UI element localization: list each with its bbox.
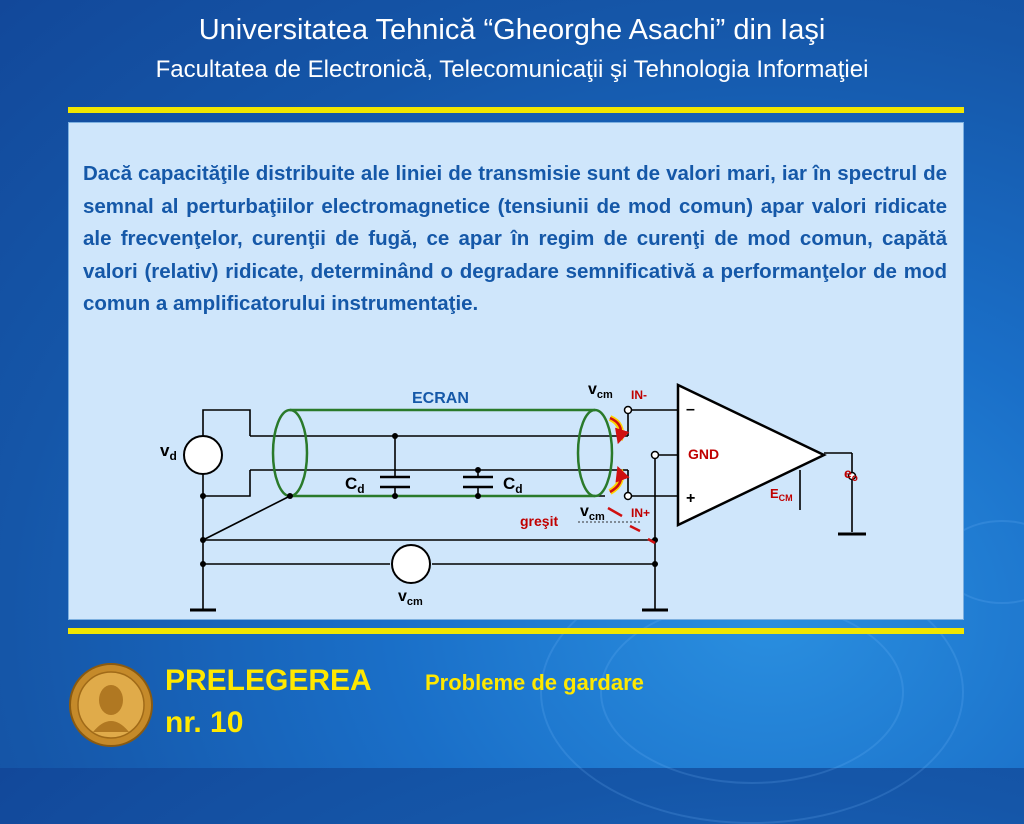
cd-right-label: $C_d$ (503, 474, 523, 496)
wire (203, 496, 290, 540)
body-paragraph: Dacă capacităţile distribuite ale liniei de transmisie sunt de valori mari, iar în spectrul de semnal al perturbaţiilor electromagnetice (tensiunii de mod comun) apar valori ridicate ale frecvenţelor, curenţii de fugă, ce apar în regim de curenţi de mod comun, capătă valori (relativ) ridicate, determinând o degradare semnificativă a performanţelor de mod comun a amplificatorului instrumentaţie. (83, 162, 947, 315)
in-plus-label: IN+ (631, 506, 651, 520)
gnd-label: GND (688, 446, 720, 462)
inverting-input-sign: – (686, 401, 695, 418)
cable-shield (273, 410, 612, 496)
vcm-source-label: $v_{cm}$ (398, 588, 423, 608)
in-minus-label: IN- (631, 388, 647, 402)
lecture-label: PRELEGEREA (165, 664, 372, 697)
vcm-bottom-label: $v_{cm}$ (580, 503, 605, 523)
university-title: Universitatea Tehnică “Gheorghe Asachi” din Iaşi (198, 14, 826, 46)
vd-label: $v_d$ (160, 441, 177, 463)
eo-label: $e_o$ (844, 465, 858, 484)
university-medal-logo (68, 662, 154, 748)
lecture-number: nr. 10 (165, 706, 244, 739)
vd-source (184, 436, 222, 474)
ecm-label: $E_{CM}$ (770, 486, 793, 503)
wrong-label: greşit (520, 513, 559, 529)
cd-left-label: $C_d$ (345, 474, 365, 496)
wire (628, 470, 678, 496)
lecture-topic: Probleme de gardare (425, 670, 644, 695)
non-inverting-input-sign: + (686, 490, 696, 507)
vcm-source (392, 545, 430, 583)
wire (628, 410, 678, 436)
shield-label: ECRAN (412, 390, 469, 407)
faculty-subtitle: Facultatea de Electronică, Telecomunicaţii şi Tehnologia Informaţiei (155, 56, 869, 83)
wire (203, 410, 250, 436)
wire (203, 470, 250, 496)
vcm-top-label: $v_{cm}$ (588, 381, 613, 401)
